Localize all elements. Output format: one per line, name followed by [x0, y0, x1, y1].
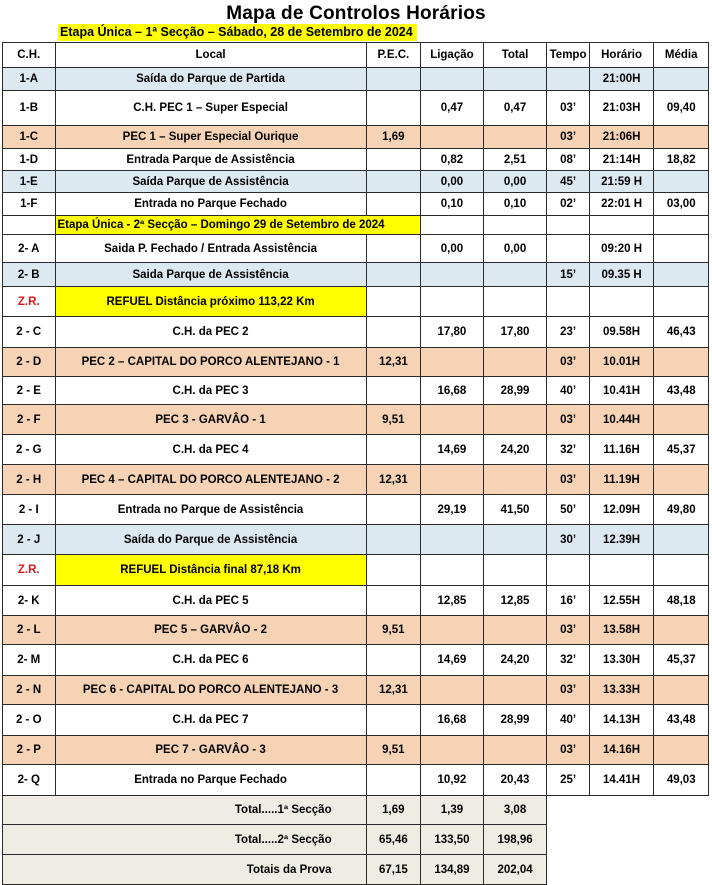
- media-cell: 49,80: [654, 495, 709, 525]
- pec-cell: 9,51: [366, 405, 421, 435]
- ch-cell: 1-A: [3, 68, 56, 91]
- horario-cell: 10.44H: [589, 405, 654, 435]
- pec-cell: [366, 586, 421, 616]
- pec-cell: [366, 377, 421, 405]
- empty-cell: [547, 796, 709, 825]
- pec-cell: 9,51: [366, 616, 421, 645]
- ch-cell: 1-D: [3, 149, 56, 171]
- total-cell: 24,20: [483, 645, 547, 676]
- tempo-cell: 40’: [547, 705, 589, 736]
- ch-cell: [3, 216, 56, 235]
- header-media: Média: [654, 43, 709, 68]
- horario-cell: 12.09H: [589, 495, 654, 525]
- pec-cell: [366, 645, 421, 676]
- totals-label: Total.....2ª Secção: [3, 825, 367, 855]
- ch-cell: 2 - D: [3, 348, 56, 377]
- media-cell: [654, 348, 709, 377]
- empty-cell: [654, 287, 709, 317]
- local-cell: C.H. da PEC 7: [55, 705, 366, 736]
- header-total: Total: [483, 43, 547, 68]
- header-pec: P.E.C.: [366, 43, 421, 68]
- media-cell: 18,82: [654, 149, 709, 171]
- time-control-table: [2, 42, 709, 885]
- media-cell: 46,43: [654, 317, 709, 348]
- horario-cell: 14.41H: [589, 765, 654, 796]
- ligacao-cell: [421, 465, 484, 495]
- table-row: [3, 676, 709, 705]
- total-cell: [483, 676, 547, 705]
- pec-cell: [366, 235, 421, 263]
- ligacao-cell: 0,47: [421, 91, 484, 126]
- totals-row: [3, 796, 709, 825]
- table-row: [3, 495, 709, 525]
- ligacao-cell: [421, 525, 484, 555]
- media-cell: 45,37: [654, 435, 709, 465]
- total-cell: 28,99: [483, 705, 547, 736]
- total-cell: 0,00: [483, 235, 547, 263]
- table-header-row: [3, 43, 709, 68]
- pec-cell: [366, 317, 421, 348]
- ch-cell: 1-F: [3, 193, 56, 216]
- refuel-row: [3, 555, 709, 586]
- totals-total: 3,08: [483, 796, 547, 825]
- pec-cell: 12,31: [366, 348, 421, 377]
- ch-cell: 2 - I: [3, 495, 56, 525]
- horario-cell: 10.01H: [589, 348, 654, 377]
- header-ch: C.H.: [3, 43, 56, 68]
- horario-cell: 13.33H: [589, 676, 654, 705]
- ligacao-cell: [421, 736, 484, 765]
- empty-cell: [483, 287, 547, 317]
- horario-cell: 11.16H: [589, 435, 654, 465]
- empty-cell: [547, 287, 589, 317]
- total-cell: 20,43: [483, 765, 547, 796]
- empty-cell: [366, 555, 421, 586]
- ch-cell: 2- B: [3, 263, 56, 287]
- pec-cell: [366, 193, 421, 216]
- ligacao-cell: [421, 405, 484, 435]
- horario-cell: 11.19H: [589, 465, 654, 495]
- total-cell: [483, 465, 547, 495]
- table-row: [3, 435, 709, 465]
- totals-total: 202,04: [483, 855, 547, 885]
- table-row: [3, 149, 709, 171]
- media-cell: [654, 525, 709, 555]
- horario-cell: 14.16H: [589, 736, 654, 765]
- total-cell: [483, 263, 547, 287]
- table-row: [3, 377, 709, 405]
- horario-cell: 09:20 H: [589, 235, 654, 263]
- ligacao-cell: [421, 68, 484, 91]
- media-cell: [654, 171, 709, 193]
- pec-cell: [366, 495, 421, 525]
- totals-row: [3, 825, 709, 855]
- local-cell: Entrada no Parque Fechado: [55, 765, 366, 796]
- total-cell: 0,10: [483, 193, 547, 216]
- table-row: [3, 193, 709, 216]
- media-cell: [654, 263, 709, 287]
- table-row: [3, 235, 709, 263]
- tempo-cell: 03’: [547, 736, 589, 765]
- horario-cell: 13.58H: [589, 616, 654, 645]
- tempo-cell: 50’: [547, 495, 589, 525]
- horario-cell: 22:01 H: [589, 193, 654, 216]
- local-cell: Entrada no Parque de Assistência: [55, 495, 366, 525]
- tempo-cell: 32’: [547, 435, 589, 465]
- pec-cell: 12,31: [366, 465, 421, 495]
- horario-cell: 14.13H: [589, 705, 654, 736]
- total-cell: 17,80: [483, 317, 547, 348]
- empty-cell: [589, 555, 654, 586]
- table-row: [3, 126, 709, 149]
- empty-cell: [589, 216, 654, 235]
- pec-cell: 9,51: [366, 736, 421, 765]
- totals-label: Total.....1ª Secção: [3, 796, 367, 825]
- tempo-cell: 30’: [547, 525, 589, 555]
- tempo-cell: 08’: [547, 149, 589, 171]
- tempo-cell: 23’: [547, 317, 589, 348]
- ligacao-cell: 14,69: [421, 435, 484, 465]
- ligacao-cell: 14,69: [421, 645, 484, 676]
- ligacao-cell: [421, 348, 484, 377]
- empty-cell: [589, 287, 654, 317]
- pec-cell: [366, 435, 421, 465]
- horario-cell: 21:06H: [589, 126, 654, 149]
- media-cell: [654, 126, 709, 149]
- ch-cell: 2- M: [3, 645, 56, 676]
- total-cell: [483, 126, 547, 149]
- local-cell: Saída do Parque de Assistência: [55, 525, 366, 555]
- section-2-heading: Etapa Única - 2ª Secção – Domingo 29 de Setembro de 2024: [55, 216, 421, 235]
- media-cell: [654, 676, 709, 705]
- empty-cell: [547, 825, 709, 855]
- table-row: [3, 705, 709, 736]
- section-2-heading-row: [3, 216, 709, 235]
- horario-cell: 21:00H: [589, 68, 654, 91]
- empty-cell: [421, 216, 484, 235]
- empty-cell: [547, 855, 709, 885]
- local-cell: Saída do Parque de Partida: [55, 68, 366, 91]
- ligacao-cell: 0,00: [421, 171, 484, 193]
- media-cell: [654, 405, 709, 435]
- totals-ligacao: 1,39: [421, 796, 484, 825]
- local-cell: Saida P. Fechado / Entrada Assistência: [55, 235, 366, 263]
- horario-cell: 21:59 H: [589, 171, 654, 193]
- ligacao-cell: 29,19: [421, 495, 484, 525]
- horario-cell: 13.30H: [589, 645, 654, 676]
- ch-cell: 2 - F: [3, 405, 56, 435]
- media-cell: [654, 736, 709, 765]
- table-row: [3, 348, 709, 377]
- horario-cell: 12.39H: [589, 525, 654, 555]
- empty-cell: [547, 555, 589, 586]
- local-cell: C.H. da PEC 3: [55, 377, 366, 405]
- tempo-cell: 02’: [547, 193, 589, 216]
- ligacao-cell: 17,80: [421, 317, 484, 348]
- table-row: [3, 616, 709, 645]
- media-cell: [654, 68, 709, 91]
- empty-cell: [366, 287, 421, 317]
- ligacao-cell: [421, 616, 484, 645]
- pec-cell: [366, 171, 421, 193]
- pec-cell: [366, 705, 421, 736]
- ligacao-cell: 10,92: [421, 765, 484, 796]
- total-cell: [483, 736, 547, 765]
- tempo-cell: 45’: [547, 171, 589, 193]
- ligacao-cell: 0,82: [421, 149, 484, 171]
- local-cell: PEC 2 – CAPITAL DO PORCO ALENTEJANO - 1: [55, 348, 366, 377]
- table-row: [3, 263, 709, 287]
- total-cell: 12,85: [483, 586, 547, 616]
- local-cell: C.H. da PEC 2: [55, 317, 366, 348]
- table-row: [3, 736, 709, 765]
- zr-label: Z.R.: [3, 287, 56, 317]
- total-cell: 41,50: [483, 495, 547, 525]
- local-cell: PEC 4 – CAPITAL DO PORCO ALENTEJANO - 2: [55, 465, 366, 495]
- media-cell: [654, 465, 709, 495]
- ligacao-cell: 16,68: [421, 377, 484, 405]
- ligacao-cell: [421, 126, 484, 149]
- tempo-cell: 15’: [547, 263, 589, 287]
- local-cell: C.H. da PEC 6: [55, 645, 366, 676]
- header-horario: Horário: [589, 43, 654, 68]
- refuel-row: [3, 287, 709, 317]
- local-cell: Saida Parque de Assistência: [55, 263, 366, 287]
- ligacao-cell: [421, 676, 484, 705]
- horario-cell: 09.35 H: [589, 263, 654, 287]
- header-ligacao: Ligação: [421, 43, 484, 68]
- tempo-cell: 03’: [547, 91, 589, 126]
- tempo-cell: 40’: [547, 377, 589, 405]
- table-row: [3, 317, 709, 348]
- totals-pec: 1,69: [366, 796, 421, 825]
- local-cell: C.H. da PEC 4: [55, 435, 366, 465]
- tempo-cell: 32’: [547, 645, 589, 676]
- ch-cell: 2 - E: [3, 377, 56, 405]
- ch-cell: 2 - P: [3, 736, 56, 765]
- ch-cell: 2- K: [3, 586, 56, 616]
- local-cell: PEC 1 – Super Especial Ourique: [55, 126, 366, 149]
- tempo-cell: [547, 235, 589, 263]
- tempo-cell: 03’: [547, 405, 589, 435]
- table-row: [3, 171, 709, 193]
- horario-cell: 10.41H: [589, 377, 654, 405]
- empty-cell: [547, 216, 589, 235]
- pec-cell: 1,69: [366, 126, 421, 149]
- refuel-label: REFUEL Distância final 87,18 Km: [55, 555, 366, 586]
- total-cell: [483, 405, 547, 435]
- ch-cell: 1-B: [3, 91, 56, 126]
- empty-cell: [483, 216, 547, 235]
- media-cell: [654, 616, 709, 645]
- pec-cell: [366, 525, 421, 555]
- total-cell: [483, 616, 547, 645]
- totals-pec: 67,15: [366, 855, 421, 885]
- horario-cell: 09.58H: [589, 317, 654, 348]
- tempo-cell: 16’: [547, 586, 589, 616]
- table-row: [3, 465, 709, 495]
- tempo-cell: 03’: [547, 126, 589, 149]
- tempo-cell: 25’: [547, 765, 589, 796]
- ch-cell: 2- A: [3, 235, 56, 263]
- page-title: Mapa de Controlos Horários: [226, 3, 486, 24]
- totals-total: 198,96: [483, 825, 547, 855]
- empty-cell: [421, 555, 484, 586]
- totals-row: [3, 855, 709, 885]
- table-row: [3, 645, 709, 676]
- empty-cell: [483, 555, 547, 586]
- section-1-heading: Etapa Única – 1ª Secção – Sábado, 28 de Setembro de 2024: [58, 24, 417, 41]
- ch-cell: 2 - C: [3, 317, 56, 348]
- zr-label: Z.R.: [3, 555, 56, 586]
- pec-cell: 12,31: [366, 676, 421, 705]
- total-cell: [483, 68, 547, 91]
- tempo-cell: 03’: [547, 465, 589, 495]
- header-local: Local: [55, 43, 366, 68]
- table-row: [3, 68, 709, 91]
- table-row: [3, 91, 709, 126]
- ch-cell: 2 - L: [3, 616, 56, 645]
- total-cell: 0,00: [483, 171, 547, 193]
- totals-ligacao: 134,89: [421, 855, 484, 885]
- ch-cell: 2 - N: [3, 676, 56, 705]
- ch-cell: 1-E: [3, 171, 56, 193]
- ligacao-cell: 0,10: [421, 193, 484, 216]
- ch-cell: 2 - H: [3, 465, 56, 495]
- horario-cell: 21:03H: [589, 91, 654, 126]
- pec-cell: [366, 91, 421, 126]
- pec-cell: [366, 68, 421, 91]
- local-cell: C.H. PEC 1 – Super Especial: [55, 91, 366, 126]
- ligacao-cell: 12,85: [421, 586, 484, 616]
- totals-pec: 65,46: [366, 825, 421, 855]
- ch-cell: 2 - J: [3, 525, 56, 555]
- media-cell: 43,48: [654, 705, 709, 736]
- ch-cell: 2 - O: [3, 705, 56, 736]
- local-cell: Saída Parque de Assistência: [55, 171, 366, 193]
- total-cell: 0,47: [483, 91, 547, 126]
- empty-cell: [654, 555, 709, 586]
- tempo-cell: 03’: [547, 676, 589, 705]
- local-cell: Entrada Parque de Assistência: [55, 149, 366, 171]
- media-cell: 45,37: [654, 645, 709, 676]
- table-row: [3, 765, 709, 796]
- header-tempo: Tempo: [547, 43, 589, 68]
- horario-cell: 12.55H: [589, 586, 654, 616]
- local-cell: PEC 7 - GARVÂO - 3: [55, 736, 366, 765]
- pec-cell: [366, 149, 421, 171]
- total-cell: 2,51: [483, 149, 547, 171]
- pec-cell: [366, 263, 421, 287]
- ch-cell: 2 - G: [3, 435, 56, 465]
- local-cell: Entrada no Parque Fechado: [55, 193, 366, 216]
- ligacao-cell: 0,00: [421, 235, 484, 263]
- media-cell: 03,00: [654, 193, 709, 216]
- pec-cell: [366, 765, 421, 796]
- local-cell: PEC 5 – GARVÂO - 2: [55, 616, 366, 645]
- total-cell: [483, 525, 547, 555]
- media-cell: 43,48: [654, 377, 709, 405]
- media-cell: 09,40: [654, 91, 709, 126]
- empty-cell: [654, 216, 709, 235]
- ligacao-cell: 16,68: [421, 705, 484, 736]
- table-row: [3, 586, 709, 616]
- tempo-cell: 03’: [547, 348, 589, 377]
- ch-cell: 2- Q: [3, 765, 56, 796]
- ligacao-cell: [421, 263, 484, 287]
- refuel-label: REFUEL Distância próximo 113,22 Km: [55, 287, 366, 317]
- totals-label: Totais da Prova: [3, 855, 367, 885]
- empty-cell: [421, 287, 484, 317]
- table-row: [3, 525, 709, 555]
- media-cell: 49,03: [654, 765, 709, 796]
- media-cell: [654, 235, 709, 263]
- ch-cell: 1-C: [3, 126, 56, 149]
- local-cell: PEC 6 - CAPITAL DO PORCO ALENTEJANO - 3: [55, 676, 366, 705]
- totals-ligacao: 133,50: [421, 825, 484, 855]
- tempo-cell: [547, 68, 589, 91]
- horario-cell: 21:14H: [589, 149, 654, 171]
- table-row: [3, 405, 709, 435]
- total-cell: 24,20: [483, 435, 547, 465]
- tempo-cell: 03’: [547, 616, 589, 645]
- total-cell: [483, 348, 547, 377]
- total-cell: 28,99: [483, 377, 547, 405]
- local-cell: PEC 3 - GARVÂO - 1: [55, 405, 366, 435]
- local-cell: C.H. da PEC 5: [55, 586, 366, 616]
- media-cell: 48,18: [654, 586, 709, 616]
